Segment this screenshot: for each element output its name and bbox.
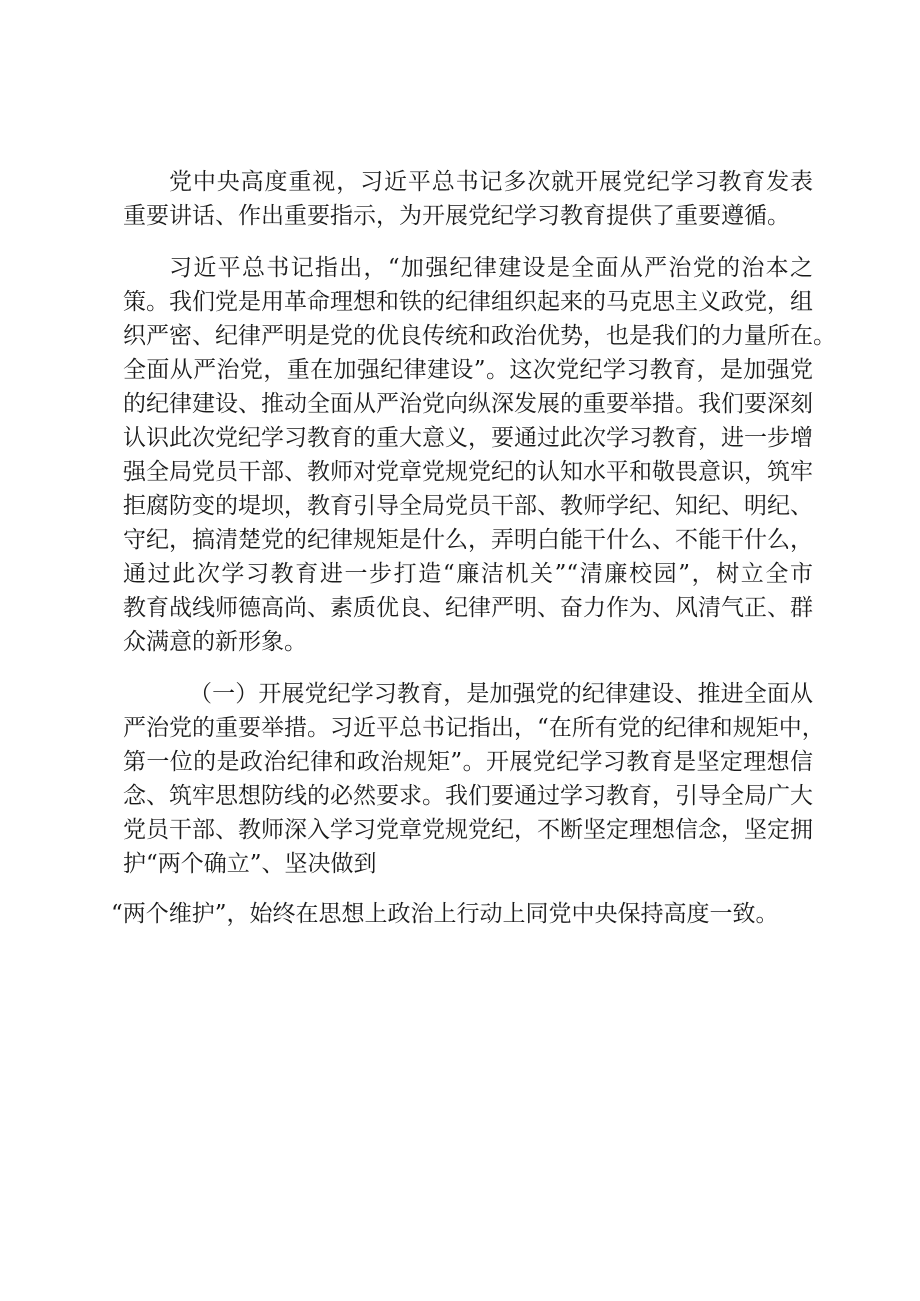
text-line: 织严密、纪律严明是党的优良传统和政治优势，也是我们的力量所在。 (123, 323, 836, 349)
text-line: 习近平总书记指出，“加强纪律建设是全面从严治党的治本之 (169, 255, 813, 281)
text-line: 通过此次学习教育进一步打造“廉洁机关”“清廉校园”，树立全市 (123, 561, 813, 587)
text-line: 严治党的重要举措。习近平总书记指出，“在所有党的纪律和规矩中， (123, 715, 825, 741)
text-line: 守纪，搞清楚党的纪律规矩是什么，弄明白能干什么、不能干什么， (123, 527, 813, 553)
text-line: 念、筑牢思想防线的必然要求。我们要通过学习教育，引导全局广大 (123, 783, 813, 809)
text-line: 的纪律建设、推动全面从严治党向纵深发展的重要举措。我们要深刻 (123, 391, 813, 417)
text-line: 强全局党员干部、教师对党章党规党纪的认知水平和敬畏意识，筑牢 (123, 459, 813, 485)
text-line: 护“两个确立”、坚决做到 (123, 851, 377, 877)
document-body (111, 165, 836, 931)
text-line: 教育战线师德高尚、素质优良、纪律严明、奋力作为、风清气正、群 (123, 595, 813, 621)
paragraph-3 (123, 677, 825, 881)
text-line: 策。我们党是用革命理想和铁的纪律组织起来的马克思主义政党，组 (123, 289, 813, 315)
text-line: 认识此次党纪学习教育的重大意义，要通过此次学习教育，进一步增 (123, 425, 813, 451)
text-line: 第一位的是政治纪律和政治规矩”。开展党纪学习教育是坚定理想信 (123, 749, 813, 775)
text-line: 党中央高度重视，习近平总书记多次就开展党纪学习教育发表 (169, 169, 813, 195)
text-line: “两个维护”，始终在思想上政治上行动上同党中央保持高度一致。 (111, 901, 779, 927)
text-line: 拒腐防变的堤坝，教育引导全局党员干部、教师学纪、知纪、明纪、 (123, 493, 813, 519)
paragraph-1 (123, 165, 813, 233)
paragraph-4 (111, 897, 813, 931)
text-line: 全面从严治党，重在加强纪律建设”。这次党纪学习教育，是加强党 (123, 357, 813, 383)
text-line: （一）开展党纪学习教育，是加强党的纪律建设、推进全面从 (189, 681, 813, 707)
text-line: 众满意的新形象。 (123, 629, 307, 655)
text-line: 党员干部、教师深入学习党章党规党纪，不断坚定理想信念，坚定拥 (123, 817, 813, 843)
text-line: 重要讲话、作出重要指示，为开展党纪学习教育提供了重要遵循。 (123, 203, 790, 229)
paragraph-2 (123, 251, 836, 659)
